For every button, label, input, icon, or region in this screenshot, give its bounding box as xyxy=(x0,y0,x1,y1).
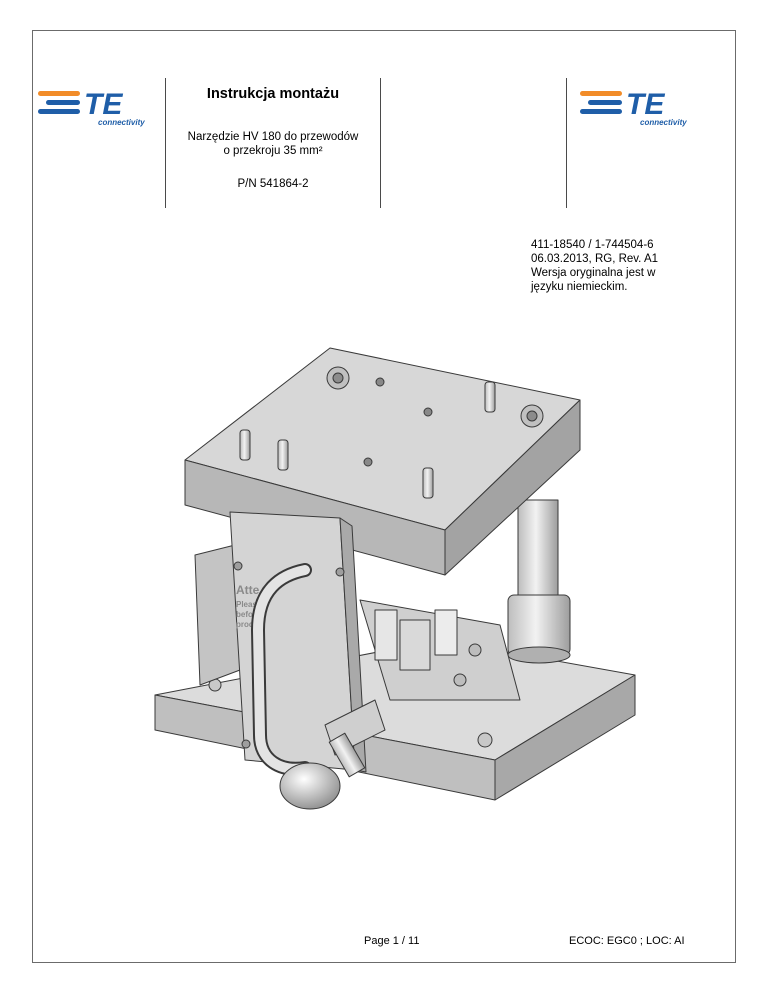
guard-label-line: befo xyxy=(236,610,253,619)
document-info xyxy=(531,238,658,294)
doc-info-line: 06.03.2013, RG, Rev. A1 xyxy=(531,253,659,265)
knob xyxy=(280,763,340,809)
te-logo-graphic xyxy=(578,86,698,130)
pin xyxy=(485,382,495,412)
guard-label-line: prod xyxy=(236,620,254,629)
guard-label-line: Pleas xyxy=(236,600,257,609)
te-logo-graphic xyxy=(36,86,156,130)
guard-label-title: Atte xyxy=(236,583,260,597)
document-title: Instrukcja montażu xyxy=(206,86,340,102)
doc-info-line: Wersja oryginalna jest w xyxy=(531,267,656,279)
subtitle-line: Narzędzie HV 180 do przewodów xyxy=(187,131,359,143)
logo-subtext: connectivity xyxy=(640,118,687,127)
doc-info-line: języku niemieckim. xyxy=(531,281,628,293)
subtitle-line: o przekroju 35 mm² xyxy=(223,145,323,157)
header-divider-3 xyxy=(566,78,567,208)
document-subtitle xyxy=(166,130,380,158)
logo-te-text: TE xyxy=(626,88,665,121)
pin xyxy=(240,430,250,460)
header-divider-2 xyxy=(380,78,381,208)
doc-info-line: 411-18540 / 1-744504-6 xyxy=(531,239,654,251)
pin xyxy=(278,440,288,470)
te-logo-right xyxy=(578,86,698,130)
te-logo-left xyxy=(36,86,156,130)
logo-subtext: connectivity xyxy=(98,118,145,127)
pillar-bushing xyxy=(508,595,570,655)
logo-te-text: TE xyxy=(84,88,123,121)
page-number: Page 1 / 11 xyxy=(364,935,420,947)
ecoc-code: ECOC: EGC0 ; LOC: AI xyxy=(569,935,685,947)
part-number: P/N 541864-2 xyxy=(237,178,309,190)
tool-illustration xyxy=(140,340,650,810)
pin xyxy=(423,468,433,498)
crimp-tool-drawing xyxy=(140,340,650,810)
